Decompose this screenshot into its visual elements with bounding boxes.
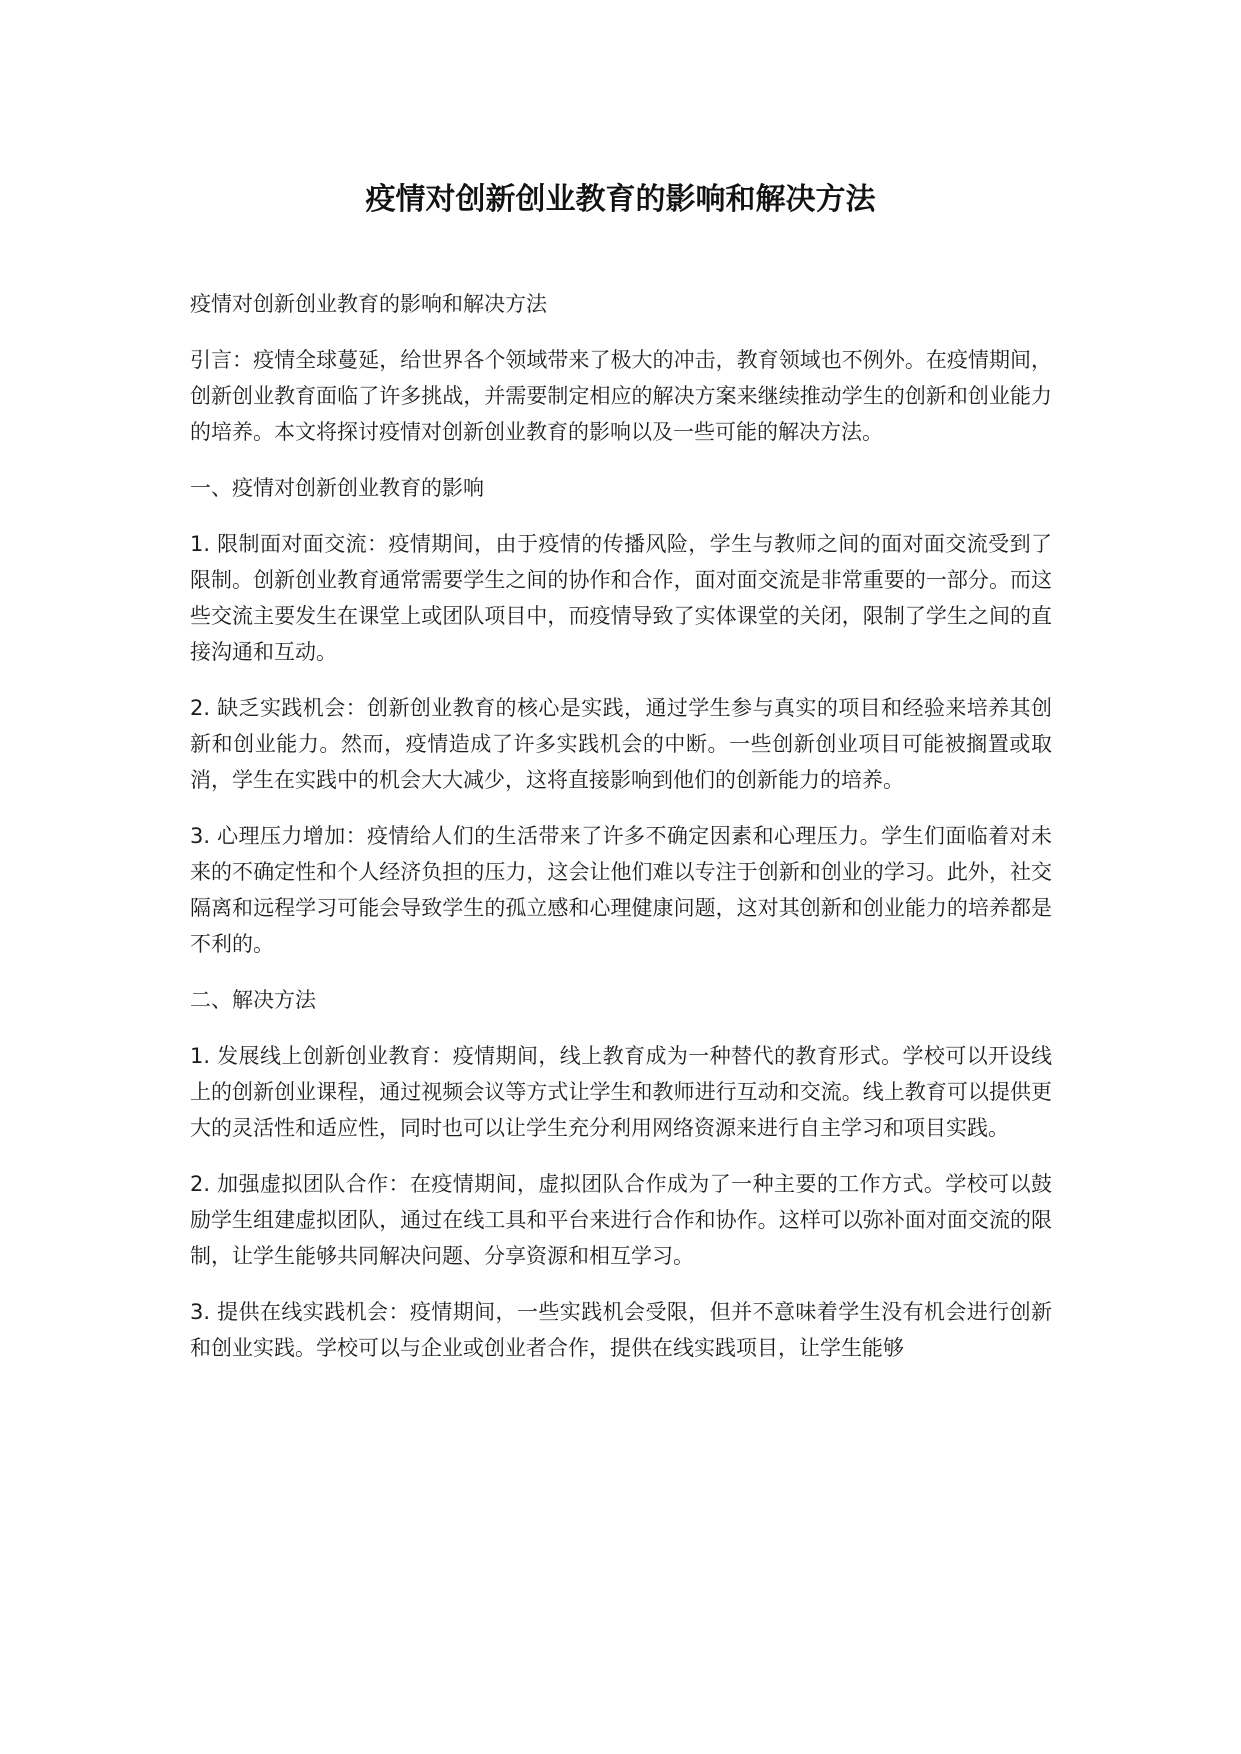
- section-heading-impacts: 一、疫情对创新创业教育的影响: [190, 476, 484, 500]
- solution-paragraph-1: 1. 发展线上创新创业教育：疫情期间，线上教育成为一种替代的教育形式。学校可以开设线上的创新创业课程，通过视频会议等方式让学生和教师进行互动和交流。线上教育可以提供更大的灵活性和适应性，同时也可以让学生充分利用网络资源来进行自主学习和项目实践。: [190, 1044, 1052, 1140]
- intro-paragraph: 引言：疫情全球蔓延，给世界各个领域带来了极大的冲击，教育领域也不例外。在疫情期间，创新创业教育面临了许多挑战，并需要制定相应的解决方案来继续推动学生的创新和创业能力的培养。本文将探讨疫情对创新创业教育的影响以及一些可能的解决方法。: [190, 348, 1052, 444]
- subtitle-paragraph: 疫情对创新创业教育的影响和解决方法: [190, 292, 547, 316]
- impact-paragraph-3: 3. 心理压力增加：疫情给人们的生活带来了许多不确定因素和心理压力。学生们面临着对未来的不确定性和个人经济负担的压力，这会让他们难以专注于创新和创业的学习。此外，社交隔离和远程学习可能会导致学生的孤立感和心理健康问题，这对其创新和创业能力的培养都是不利的。: [190, 824, 1052, 956]
- impact-paragraph-2: 2. 缺乏实践机会：创新创业教育的核心是实践，通过学生参与真实的项目和经验来培养其创新和创业能力。然而，疫情造成了许多实践机会的中断。一些创新创业项目可能被搁置或取消，学生在实践中的机会大大减少，这将直接影响到他们的创新能力的培养。: [190, 696, 1052, 792]
- document-title: 疫情对创新创业教育的影响和解决方法: [365, 182, 876, 217]
- solution-paragraph-2: 2. 加强虚拟团队合作：在疫情期间，虚拟团队合作成为了一种主要的工作方式。学校可以鼓励学生组建虚拟团队，通过在线工具和平台来进行合作和协作。这样可以弥补面对面交流的限制，让学生能够共同解决问题、分享资源和相互学习。: [190, 1172, 1052, 1268]
- solution-paragraph-3: 3. 提供在线实践机会：疫情期间，一些实践机会受限，但并不意味着学生没有机会进行创新和创业实践。学校可以与企业或创业者合作，提供在线实践项目，让学生能够: [190, 1300, 1052, 1360]
- document-body: [190, 286, 1052, 1386]
- impact-paragraph-1: 1. 限制面对面交流：疫情期间，由于疫情的传播风险，学生与教师之间的面对面交流受到了限制。创新创业教育通常需要学生之间的协作和合作，面对面交流是非常重要的一部分。而这些交流主要发生在课堂上或团队项目中，而疫情导致了实体课堂的关闭，限制了学生之间的直接沟通和互动。: [190, 532, 1052, 664]
- section-heading-solutions: 二、解决方法: [190, 988, 316, 1012]
